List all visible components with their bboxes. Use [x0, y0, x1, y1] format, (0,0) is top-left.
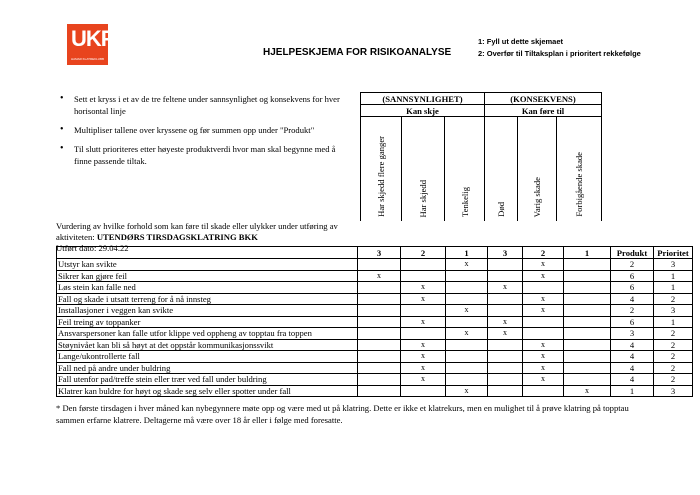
consequence-subtitle: Kan føre til — [485, 105, 602, 117]
mark-cell — [523, 316, 564, 328]
mark-cell — [564, 305, 611, 317]
activity-cell: Sikrer kan gjøre feil — [57, 270, 358, 282]
mark-cell — [358, 339, 401, 351]
table-row — [57, 282, 693, 294]
mark-cell — [564, 351, 611, 363]
weight-header-cell: 1 — [564, 247, 611, 259]
mark-cell: x — [401, 282, 446, 294]
mark-cell: x — [358, 270, 401, 282]
mark-cell: x — [446, 328, 488, 340]
activity-cell: Fall utenfor pad/treffe stein eller trær ved fall under buldring — [57, 374, 358, 386]
activity-cell: Feil treing av toppanker — [57, 316, 358, 328]
priority-cell: 2 — [654, 374, 693, 386]
mark-cell — [401, 328, 446, 340]
assessment-intro: Vurdering av hvilke forhold som kan føre til skade eller ulykker under utføring av aktiviteten: — [56, 221, 338, 242]
mark-cell — [564, 270, 611, 282]
product-cell: 3 — [611, 328, 654, 340]
mark-cell: x — [564, 385, 611, 397]
priority-cell: 1 — [654, 270, 693, 282]
mark-cell — [564, 282, 611, 294]
page-title: HJELPESKJEMA FOR RISIKOANALYSE — [263, 47, 452, 58]
mark-cell: x — [401, 339, 446, 351]
mark-cell — [358, 259, 401, 271]
activity-header-cell — [57, 247, 358, 259]
table-row — [57, 351, 693, 363]
priority-cell: 2 — [654, 328, 693, 340]
priority-cell: 1 — [654, 282, 693, 294]
mark-cell: x — [401, 316, 446, 328]
logo-subtitle: HAMAR KLATREKLUBB — [71, 57, 104, 61]
weight-header-cell: 3 — [488, 247, 523, 259]
mark-cell — [488, 339, 523, 351]
mark-cell — [401, 259, 446, 271]
mark-cell — [446, 374, 488, 386]
column-label: Har skjedd — [402, 117, 445, 222]
priority-cell: 2 — [654, 293, 693, 305]
table-row — [57, 259, 693, 271]
product-cell: 4 — [611, 374, 654, 386]
mark-cell — [488, 259, 523, 271]
mark-cell — [564, 328, 611, 340]
mark-cell — [358, 385, 401, 397]
weight-header-cell: 1 — [446, 247, 488, 259]
mark-cell: x — [523, 259, 564, 271]
mark-cell — [488, 293, 523, 305]
mark-cell — [446, 351, 488, 363]
mark-cell: x — [401, 362, 446, 374]
table-header-row — [57, 247, 693, 259]
mark-cell — [358, 362, 401, 374]
priority-header: Prioritet — [654, 247, 693, 259]
activity-cell: Installasjoner i veggen kan svikte — [57, 305, 358, 317]
table-row — [57, 293, 693, 305]
mark-cell: x — [446, 385, 488, 397]
mark-cell — [523, 282, 564, 294]
product-cell: 2 — [611, 259, 654, 271]
product-cell: 6 — [611, 282, 654, 294]
product-cell: 1 — [611, 385, 654, 397]
mark-cell — [446, 270, 488, 282]
mark-cell — [488, 374, 523, 386]
column-label: Forbigående skade — [557, 117, 602, 222]
category-header-table — [360, 92, 602, 221]
mark-cell: x — [488, 328, 523, 340]
mark-cell — [358, 351, 401, 363]
assessment-date: Utført dato: 29.04.22 — [56, 243, 129, 253]
mark-cell — [401, 270, 446, 282]
product-cell: 4 — [611, 339, 654, 351]
logo-letters: UKF — [71, 26, 114, 51]
mark-cell: x — [446, 305, 488, 317]
activity-cell: Støynivået kan bli så høyt at det oppstår kommunikasjonssvikt — [57, 339, 358, 351]
priority-cell: 1 — [654, 316, 693, 328]
activity-cell: Fall og skade i utsatt terreng for å nå innsteg — [57, 293, 358, 305]
product-cell: 6 — [611, 270, 654, 282]
mark-cell — [446, 293, 488, 305]
column-label: Varig skade — [518, 117, 557, 222]
mark-cell — [358, 305, 401, 317]
club-logo — [67, 24, 114, 65]
mark-cell: x — [523, 305, 564, 317]
priority-cell: 3 — [654, 259, 693, 271]
table-row — [57, 270, 693, 282]
mark-cell — [523, 328, 564, 340]
mark-cell — [488, 351, 523, 363]
table-row — [57, 305, 693, 317]
mark-cell — [564, 293, 611, 305]
weight-header-cell: 2 — [523, 247, 564, 259]
activity-cell: Utstyr kan svikte — [57, 259, 358, 271]
weight-header-cell: 2 — [401, 247, 446, 259]
priority-cell: 3 — [654, 385, 693, 397]
mark-cell — [358, 293, 401, 305]
instruction-item: • Multipliser tallene over kryssene og før summen opp under "Produkt" — [60, 124, 355, 136]
mark-cell: x — [401, 374, 446, 386]
priority-cell: 3 — [654, 305, 693, 317]
table-row — [57, 328, 693, 340]
step-2: 2: Overfør til Tiltaksplan i prioritert rekkefølge — [478, 49, 641, 58]
mark-cell — [446, 339, 488, 351]
mark-cell: x — [523, 362, 564, 374]
mark-cell — [488, 305, 523, 317]
mark-cell: x — [523, 270, 564, 282]
product-cell: 2 — [611, 305, 654, 317]
steps-instructions — [478, 36, 641, 60]
mark-cell — [523, 385, 564, 397]
activity-cell: Ansvarspersoner kan falle utfor klippe ved oppheng av topptau fra toppen — [57, 328, 358, 340]
mark-cell — [358, 282, 401, 294]
mark-cell: x — [523, 351, 564, 363]
priority-cell: 2 — [654, 351, 693, 363]
mark-cell: x — [401, 293, 446, 305]
mark-cell — [488, 385, 523, 397]
mark-cell — [488, 270, 523, 282]
table-row — [57, 385, 693, 397]
column-label: Har skjedd flere ganger — [361, 117, 402, 222]
mark-cell: x — [523, 293, 564, 305]
mark-cell — [446, 282, 488, 294]
column-label: Tenkelig — [445, 117, 485, 222]
priority-cell: 2 — [654, 362, 693, 374]
mark-cell — [446, 316, 488, 328]
product-cell: 6 — [611, 316, 654, 328]
instruction-item: • Til slutt prioriteres etter høyeste produktverdi hvor man skal begynne med å finne passende tiltak. — [60, 143, 355, 167]
mark-cell — [564, 362, 611, 374]
mark-cell — [564, 316, 611, 328]
activity-cell: Lange/ukontrollerte fall — [57, 351, 358, 363]
mark-cell — [358, 374, 401, 386]
footnote: * Den første tirsdagen i hver måned kan nybegynnere møte opp og være med ut på klatring. Dette er ikke et klatrekurs, men en mulighet til å prøve klatring på topptau sammen erfarne klatrere. Deltagerne må være over 18 år eller i følge med foresatte. — [56, 403, 629, 425]
step-1: 1: Fyll ut dette skjemaet — [478, 37, 564, 46]
mark-cell — [401, 385, 446, 397]
mark-cell — [564, 339, 611, 351]
mark-cell — [446, 362, 488, 374]
mark-cell: x — [523, 339, 564, 351]
mark-cell — [401, 305, 446, 317]
mark-cell: x — [401, 351, 446, 363]
probability-title: (SANNSYNLIGHET) — [361, 93, 485, 105]
activity-cell: Løs stein kan falle ned — [57, 282, 358, 294]
activity-cell: Klatrer kan buldre for høyt og skade seg selv eller spotter under fall — [57, 385, 358, 397]
consequence-title: (KONSEKVENS) — [485, 93, 602, 105]
mark-cell — [358, 316, 401, 328]
instruction-item: • Sett et kryss i et av de tre feltene under sannsynlighet og konsekvens for hver horisontal linje — [60, 93, 355, 117]
table-row — [57, 316, 693, 328]
mark-cell — [358, 328, 401, 340]
table-row — [57, 339, 693, 351]
product-header: Produkt — [611, 247, 654, 259]
mark-cell: x — [446, 259, 488, 271]
mark-cell — [564, 259, 611, 271]
mark-cell: x — [488, 282, 523, 294]
probability-subtitle: Kan skje — [361, 105, 485, 117]
weight-header-cell: 3 — [358, 247, 401, 259]
table-row — [57, 362, 693, 374]
mark-cell — [488, 362, 523, 374]
risk-table — [56, 246, 693, 397]
column-label: Død — [485, 117, 518, 222]
instruction-list — [60, 93, 355, 174]
activity-name: UTENDØRS TIRSDAGSKLATRING BKK — [96, 232, 258, 242]
mark-cell: x — [488, 316, 523, 328]
mark-cell — [564, 374, 611, 386]
product-cell: 4 — [611, 293, 654, 305]
product-cell: 4 — [611, 351, 654, 363]
mark-cell: x — [523, 374, 564, 386]
table-row — [57, 374, 693, 386]
product-cell: 4 — [611, 362, 654, 374]
activity-cell: Fall ned på andre under buldring — [57, 362, 358, 374]
priority-cell: 2 — [654, 339, 693, 351]
